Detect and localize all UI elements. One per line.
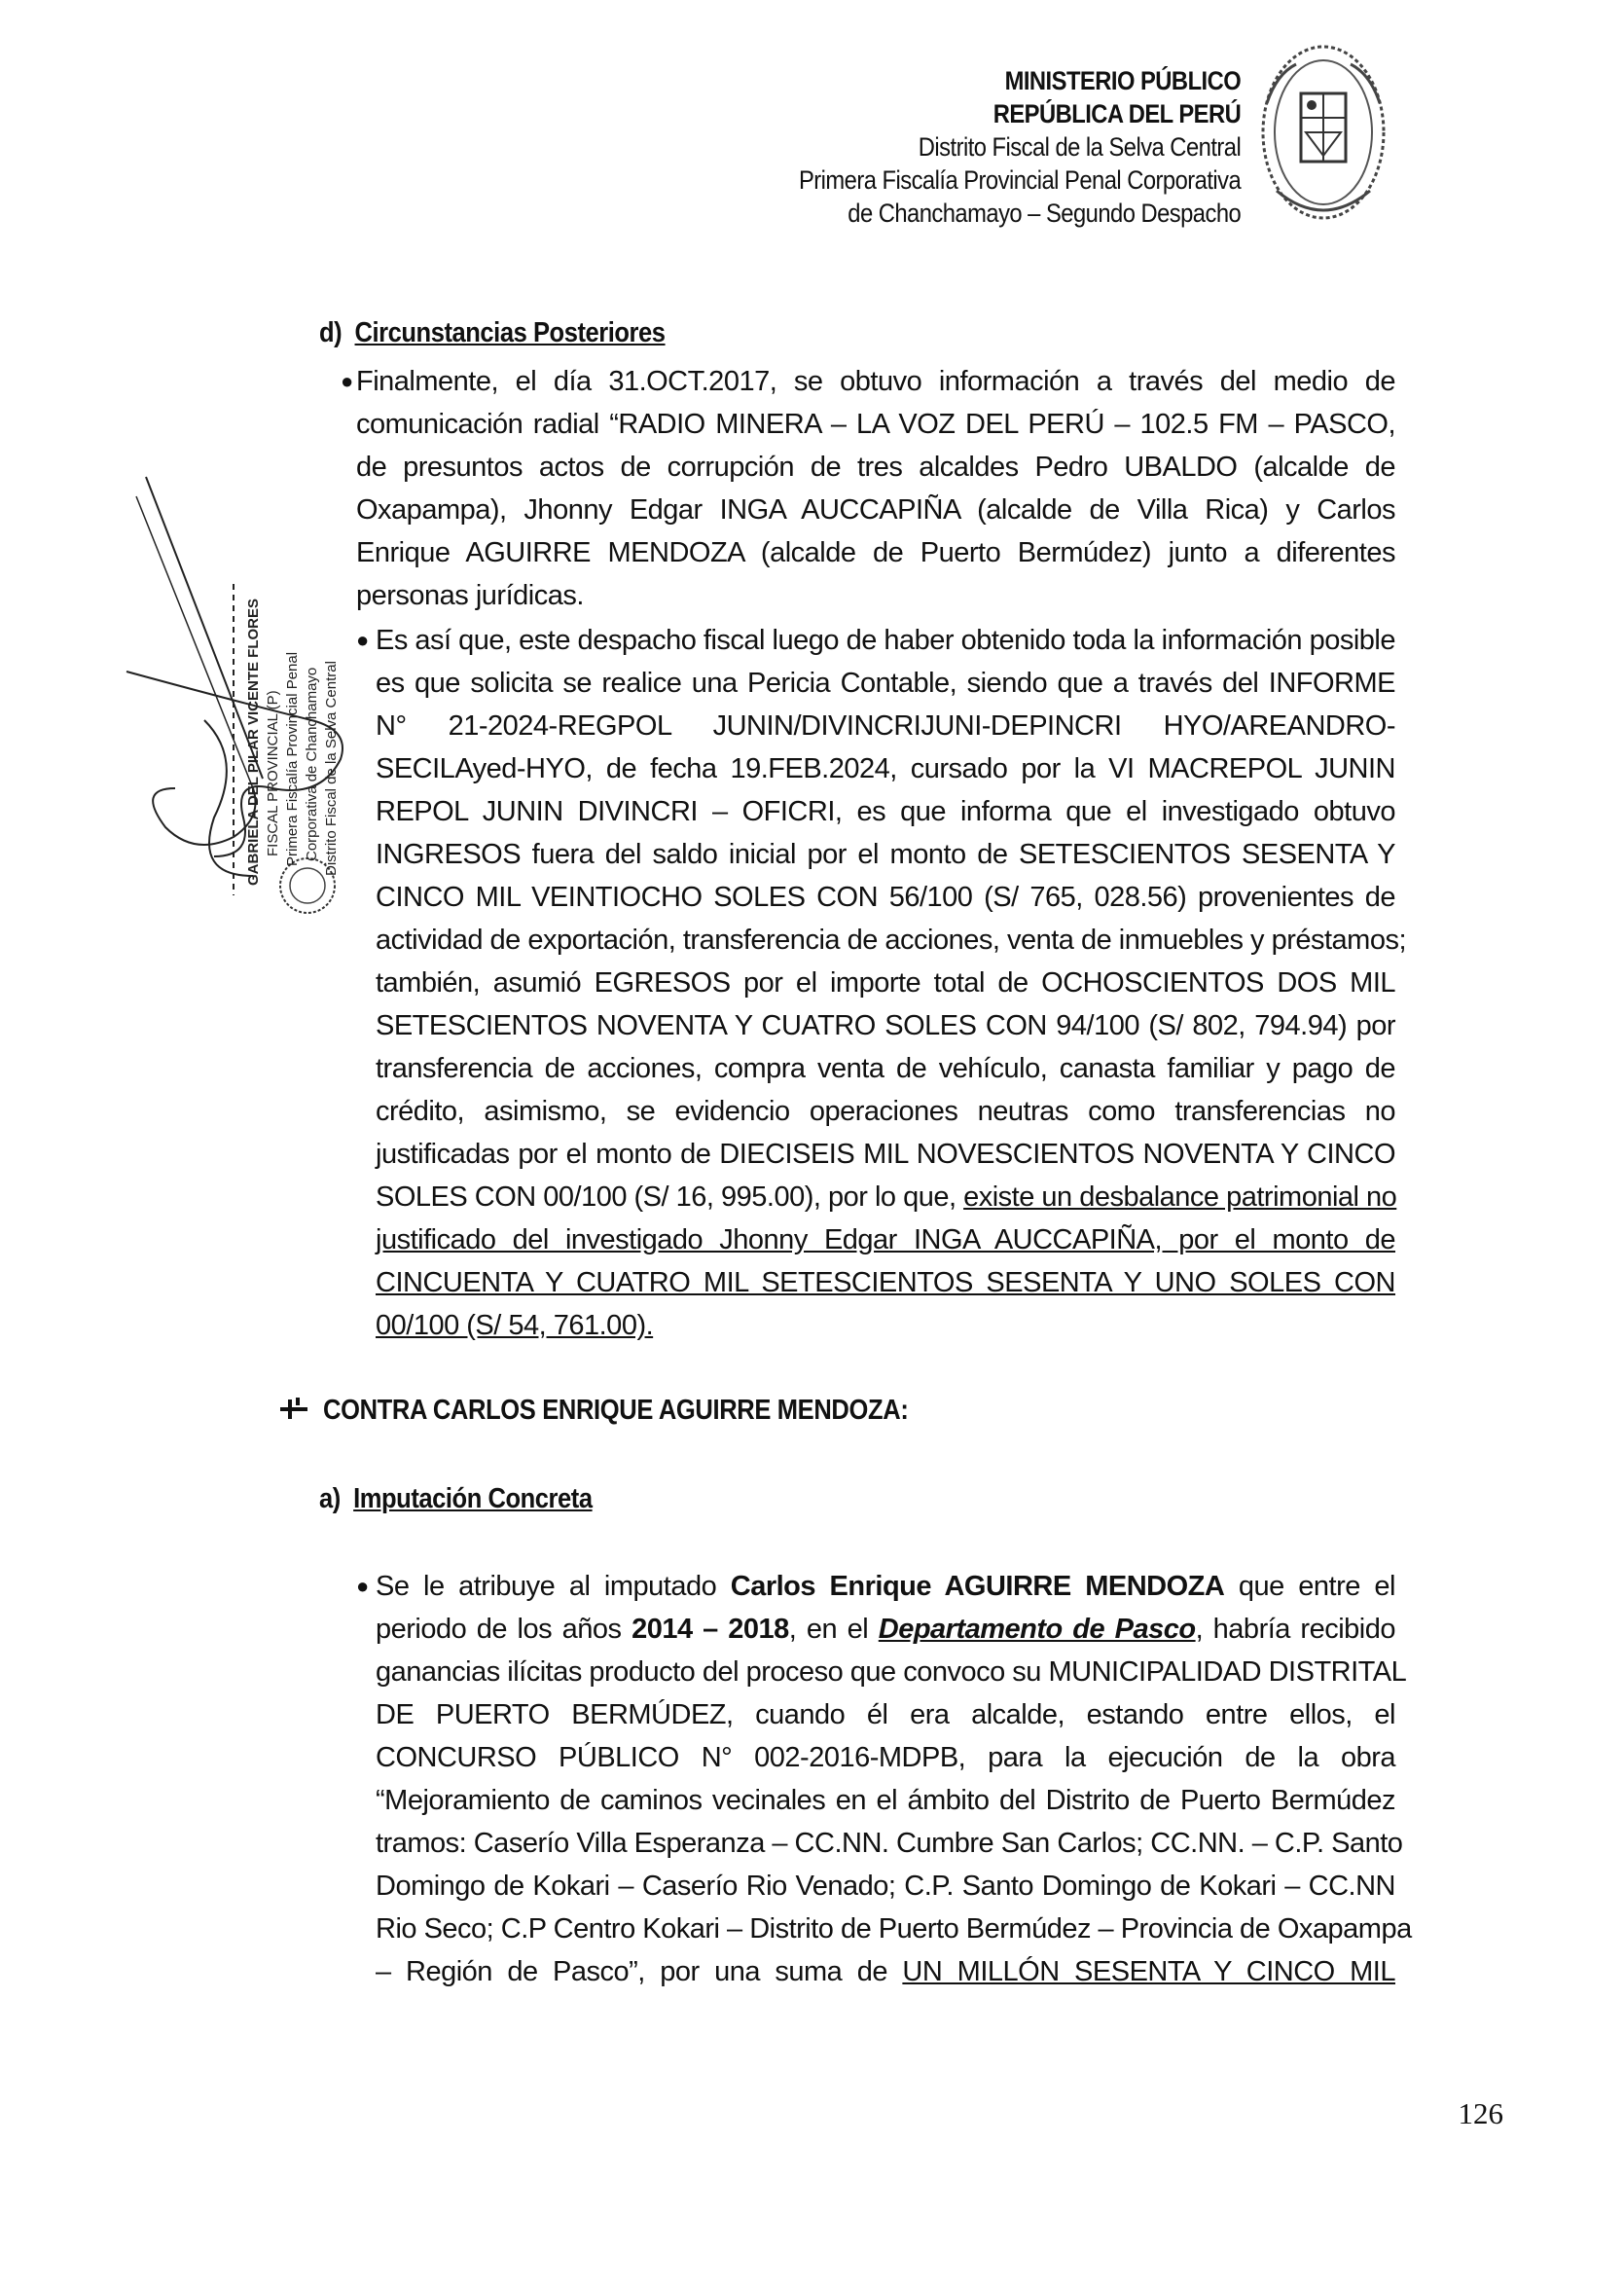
text-run: , habría recibido [1195, 1614, 1395, 1645]
para2-line: SECILAyed-HYO, de fecha 19.FEB.2024, cursado por la VI MACREPOL JUNIN [376, 753, 1395, 784]
para2-line: es que solicita se realice una Pericia Contable, siendo que a través del INFORME [376, 668, 1395, 699]
department-name: Departamento de Pasco [878, 1614, 1196, 1645]
prosecutor-stamp [117, 467, 370, 925]
section-a-line: tramos: Caserío Villa Esperanza – CC.NN. Cumbre San Carlos; CC.NN. – C.P. Santo [376, 1828, 1403, 1859]
stamp-line-5: Distrito Fiscal de la Selva Central [323, 661, 340, 876]
section-d-marker: d) [319, 317, 343, 348]
text-run: – Región de Pasco”, por una suma de [376, 1956, 903, 1987]
section-a-marker: a) [319, 1483, 341, 1514]
underlined-amount: UN MILLÓN SESENTA Y CINCO MIL [902, 1956, 1395, 1987]
para2-line: REPOL JUNIN DIVINCRI – OFICRI, es que informa que el investigado obtuvo [376, 796, 1395, 827]
para1-line: Finalmente, el día 31.OCT.2017, se obtuvo información a través del medio de [356, 366, 1395, 397]
section-a-line: ganancias ilícitas producto del proceso que convoco su MUNICIPALIDAD DISTRITAL [376, 1656, 1407, 1688]
section-a-line-2 [376, 1608, 1395, 1651]
section-d-paragraph-2 [356, 619, 1407, 1347]
text-run: , en el [788, 1614, 879, 1645]
para1-line: de presuntos actos de corrupción de tres alcaldes Pedro UBALDO (alcalde de [356, 452, 1395, 483]
text-run: que entre el [1224, 1571, 1396, 1602]
para2-line: transferencia de acciones, compra venta de vehículo, canasta familiar y pago de [376, 1053, 1395, 1084]
header-line-republic: REPÚBLICA DEL PERÚ [992, 99, 1241, 128]
section-a-line-last [376, 1950, 1395, 1993]
section-d-heading [319, 311, 712, 354]
para2-underlined-text: existe un desbalance patrimonial no [963, 1181, 1397, 1213]
page-number: 126 [1458, 2096, 1503, 2130]
para2-line: N° 21-2024-REGPOL JUNIN/DIVINCRIJUNI-DEPINCRI HYO/AREANDRO- [376, 710, 1395, 742]
para2-line: también, asumió EGRESOS por el importe total de OCHOSCIENTOS DOS MIL [376, 967, 1395, 999]
header-line-office: Primera Fiscalía Provincial Penal Corporativa [798, 165, 1241, 195]
para2-line-mixed [376, 1176, 1395, 1218]
para2-line: actividad de exportación, transferencia de acciones, venta de inmuebles y préstamos; [376, 925, 1407, 956]
stamp-line-3: Primera Fiscalía Provincial Penal [284, 651, 301, 866]
document-header [739, 64, 1241, 230]
stamp-line-4: Corporativa de Chanchamayo [304, 667, 320, 861]
para1-line: Oxapampa), Jhonny Edgar INGA AUCCAPIÑA (alcalde de Villa Rica) y Carlos [356, 494, 1395, 526]
header-line-ministry: MINISTERIO PÚBLICO [1004, 66, 1241, 95]
contra-heading [278, 1394, 988, 1427]
section-a-line: Rio Seco; C.P Centro Kokari – Distrito de Puerto Bermúdez – Provincia de Oxapampa [376, 1913, 1412, 1945]
section-d-title: Circunstancias Posteriores [354, 317, 666, 348]
section-a-paragraph [356, 1565, 1412, 1993]
pointing-hand-icon [278, 1394, 315, 1423]
para2-line: CINCO MIL VEINTIOCHO SOLES CON 56/100 (S/ 765, 028.56) provenientes de [376, 882, 1395, 913]
para2-line: SETESCIENTOS NOVENTA Y CUATRO SOLES CON 94/100 (S/ 802, 794.94) por [376, 1010, 1395, 1041]
bullet-icon: ● [356, 628, 369, 652]
imputed-name: Carlos Enrique AGUIRRE MENDOZA [730, 1571, 1225, 1602]
text-run: Se le atribuye al imputado [376, 1571, 731, 1602]
para1-line: personas jurídicas. [356, 580, 584, 611]
section-a-line: “Mejoramiento de caminos vecinales en el ámbito del Distrito de Puerto Bermúdez [376, 1785, 1395, 1816]
bullet-icon: ● [356, 1574, 369, 1598]
coat-of-arms-seal [1247, 35, 1393, 239]
section-a-title: Imputación Concreta [353, 1483, 593, 1514]
section-d-paragraph-1 [341, 360, 1395, 617]
section-a-line: CONCURSO PÚBLICO N° 002-2016-MDPB, para la ejecución de la obra [376, 1742, 1395, 1773]
para2-line: Es así que, este despacho fiscal luego de haber obtenido toda la información posible [376, 625, 1395, 656]
para2-line: justificadas por el monto de DIECISEIS MIL NOVESCIENTOS NOVENTA Y CINCO [376, 1139, 1395, 1170]
section-a-line: DE PUERTO BERMÚDEZ, cuando él era alcalde, estando entre ellos, el [376, 1699, 1395, 1730]
header-line-district: Distrito Fiscal de la Selva Central [918, 132, 1241, 162]
para2-line: INGRESOS fuera del saldo inicial por el monto de SETESCIENTOS SESENTA Y [376, 839, 1395, 870]
para1-line: comunicación radial “RADIO MINERA – LA VOZ DEL PERÚ – 102.5 FM – PASCO, [356, 409, 1395, 440]
contra-title: CONTRA CARLOS ENRIQUE AGUIRRE MENDOZA: [322, 1395, 909, 1426]
text-run: periodo de los años [376, 1614, 632, 1645]
period-years: 2014 – 2018 [632, 1614, 789, 1645]
header-line-dispatch: de Chanchamayo – Segundo Despacho [848, 199, 1241, 228]
stamp-name: GABRIELA DEL PILAR VICENTE FLORES [245, 598, 262, 886]
section-a-heading [319, 1477, 630, 1520]
para2-line: crédito, asimismo, se evidencio operaciones neutras como transferencias no [376, 1096, 1395, 1127]
para2-plain-text: SOLES CON 00/100 (S/ 16, 995.00), por lo que, [376, 1181, 964, 1213]
para2-underlined-line: 00/100 (S/ 54, 761.00). [376, 1310, 654, 1341]
section-a-line: Domingo de Kokari – Caserío Rio Venado; C.P. Santo Domingo de Kokari – CC.NN [376, 1871, 1395, 1902]
para2-underlined-line: justificado del investigado Jhonny Edgar INGA AUCCAPIÑA, por el monto de [376, 1224, 1395, 1255]
section-a-line-1 [356, 1565, 1396, 1608]
bullet-icon: ● [341, 369, 353, 393]
stamp-role: FISCAL PROVINCIAL (P) [265, 690, 281, 856]
para1-line: Enrique AGUIRRE MENDOZA (alcalde de Puerto Bermúdez) junto a diferentes [356, 537, 1395, 568]
para2-underlined-line: CINCUENTA Y CUATRO MIL SETESCIENTOS SESENTA Y UNO SOLES CON [376, 1267, 1395, 1298]
